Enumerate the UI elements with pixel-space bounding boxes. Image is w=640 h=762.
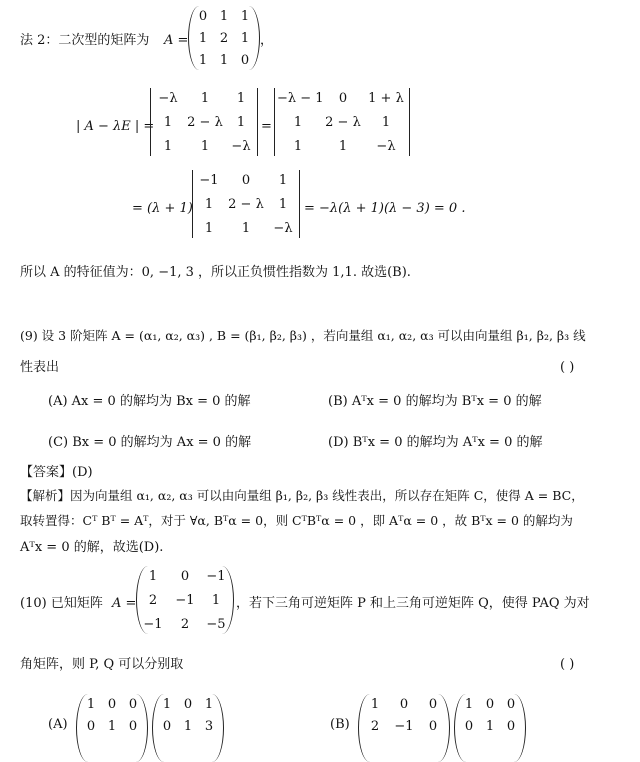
det3-cell: 1: [204, 197, 214, 212]
q10-matrix-cell: −5: [206, 617, 226, 632]
q10-matrix-a: [136, 566, 234, 634]
q10-suffix: ，若下三角可逆矩阵 P 和上三角可逆矩阵 Q，使得 PAQ 为对: [236, 596, 590, 611]
method2-conclusion: 所以 A 的特征值为：0, −1, 3 ，所以正负惯性指数为 1,1. 故选(B).: [20, 265, 411, 280]
q9-option-b: (B) Aᵀx = 0 的解均为 Bᵀx = 0 的解: [328, 394, 542, 409]
q10-option-a-matrix-p: [76, 694, 148, 762]
det3-cell: 2 − λ: [228, 197, 264, 212]
det1-cell: 2 − λ: [187, 115, 223, 130]
matrix-a-cell: 0: [198, 9, 208, 24]
det1-cell: 1: [236, 115, 246, 130]
det3-cell: 1: [278, 197, 288, 212]
option-b-q-cell: 1: [485, 719, 495, 734]
option-a-q-cell: 0: [183, 697, 193, 712]
q10-prefix: (10) 已知矩阵: [20, 596, 103, 611]
option-b-q-cell: 0: [506, 719, 516, 734]
q9-analysis-line2: 取转置得：Cᵀ Bᵀ = Aᵀ，对于 ∀α, Bᵀα = 0，则 CᵀBᵀα = 0 ，即 Aᵀα = 0 ，故 Bᵀx = 0 的解均为: [20, 513, 573, 528]
det1-cell: 1: [163, 139, 173, 154]
matrix-a-cell: 1: [219, 9, 229, 24]
q9-analysis-line1: 【解析】因为向量组 α₁, α₂, α₃ 可以由向量组 β₁, β₂, β₃ 线性表出，所以存在矩阵 C，使得 A = BC，: [20, 488, 584, 503]
q9-option-d: (D) Bᵀx = 0 的解均为 Aᵀx = 0 的解: [328, 435, 543, 450]
q10-option-b-matrix-p: [358, 694, 450, 762]
det2-cell: 2 − λ: [325, 115, 361, 130]
method2-intro: 法 2：二次型的矩阵为: [20, 33, 150, 48]
option-b-p-cell: 0: [399, 697, 409, 712]
det1-cell: 1: [200, 91, 210, 106]
option-a-q-cell: 1: [183, 719, 193, 734]
option-b-p-cell: 2: [370, 719, 380, 734]
q9-stem-line2: 性表出: [20, 360, 60, 375]
matrix-a-label: A =: [164, 33, 189, 48]
matrix-a-cell: 1: [219, 53, 229, 68]
q10-matrix-cell: 2: [148, 593, 158, 608]
q10-matrix-cell: 0: [180, 569, 190, 584]
q9-option-c: (C) Bx = 0 的解均为 Ax = 0 的解: [48, 435, 252, 450]
det2-cell: −λ − 1: [277, 91, 324, 106]
q10-option-a-matrix-q: [152, 694, 224, 762]
q9-option-a: (A) Ax = 0 的解均为 Bx = 0 的解: [48, 394, 251, 409]
q10-option-a-label: (A): [48, 717, 68, 732]
q10-matrix-cell: 2: [180, 617, 190, 632]
det2-cell: 1: [381, 115, 391, 130]
det2-cell: 1: [293, 115, 303, 130]
det1-cell: −λ: [231, 139, 251, 154]
determinant-1: [150, 88, 258, 156]
matrix-a-cell: 0: [240, 53, 250, 68]
det3-cell: 1: [278, 173, 288, 188]
equals-sign: =: [261, 119, 272, 134]
det1-cell: 1: [200, 139, 210, 154]
matrix-a: [188, 6, 260, 70]
option-a-p-cell: 0: [128, 697, 138, 712]
trailing-comma: ，: [260, 33, 274, 48]
option-b-p-cell: −1: [394, 719, 414, 734]
matrix-a-cell: 1: [240, 31, 250, 46]
det1-cell: −λ: [158, 91, 178, 106]
det2-cell: 1 + λ: [368, 91, 404, 106]
matrix-a-cell: 1: [198, 31, 208, 46]
option-b-q-cell: 0: [464, 719, 474, 734]
q9-stem-line1: (9) 设 3 阶矩阵 A = (α₁, α₂, α₃) , B = (β₁, β₂, β₃) ，若向量组 α₁, α₂, α₃ 可以由向量组 β₁, β₂, β₃ 线: [20, 328, 586, 343]
det2-cell: 0: [338, 91, 348, 106]
q10-matrix-label: A =: [112, 596, 137, 611]
q10-stem-line2: 角矩阵，则 P, Q 可以分别取: [20, 657, 184, 672]
det3-cell: 0: [241, 173, 251, 188]
q9-answer-bracket: ( ): [560, 360, 575, 375]
option-b-p-cell: 1: [370, 697, 380, 712]
det1-cell: 1: [236, 91, 246, 106]
q10-answer-bracket: ( ): [560, 657, 575, 672]
option-b-q-cell: 0: [485, 697, 495, 712]
det-label: | A − λE | =: [76, 119, 155, 134]
determinant-3: [192, 170, 300, 238]
matrix-a-cell: 1: [198, 53, 208, 68]
option-a-q-cell: 0: [162, 719, 172, 734]
option-a-q-cell: 3: [204, 719, 214, 734]
det2-cell: 1: [293, 139, 303, 154]
option-a-q-cell: 1: [162, 697, 172, 712]
matrix-a-cell: 1: [240, 9, 250, 24]
det3-cell: −1: [199, 173, 219, 188]
det2-cell: −λ: [376, 139, 396, 154]
option-a-p-cell: 0: [107, 697, 117, 712]
det2-cell: 1: [338, 139, 348, 154]
q10-option-b-label: (B): [330, 717, 350, 732]
q9-answer: 【答案】(D): [20, 465, 93, 480]
det3-cell: 1: [204, 221, 214, 236]
q10-matrix-cell: −1: [206, 569, 226, 584]
q10-matrix-cell: 1: [211, 593, 221, 608]
characteristic-equation: = −λ(λ + 1)(λ − 3) = 0 .: [304, 201, 466, 216]
q10-matrix-cell: −1: [143, 617, 163, 632]
option-b-p-cell: 0: [428, 697, 438, 712]
det3-cell: 1: [241, 221, 251, 236]
q9-analysis-line3: Aᵀx = 0 的解，故选(D).: [20, 540, 164, 555]
q10-matrix-cell: −1: [175, 593, 195, 608]
q10-matrix-cell: 1: [148, 569, 158, 584]
option-a-p-cell: 0: [86, 719, 96, 734]
determinant-2: [274, 88, 410, 156]
factor-prefix: = (λ + 1): [132, 201, 193, 216]
option-a-p-cell: 1: [107, 719, 117, 734]
q10-option-b-matrix-q: [454, 694, 526, 762]
det3-cell: −λ: [273, 221, 293, 236]
option-b-q-cell: 1: [464, 697, 474, 712]
det1-cell: 1: [163, 115, 173, 130]
option-a-p-cell: 0: [128, 719, 138, 734]
matrix-a-cell: 2: [219, 31, 229, 46]
option-b-q-cell: 0: [506, 697, 516, 712]
option-a-p-cell: 1: [86, 697, 96, 712]
option-b-p-cell: 0: [428, 719, 438, 734]
option-a-q-cell: 1: [204, 697, 214, 712]
